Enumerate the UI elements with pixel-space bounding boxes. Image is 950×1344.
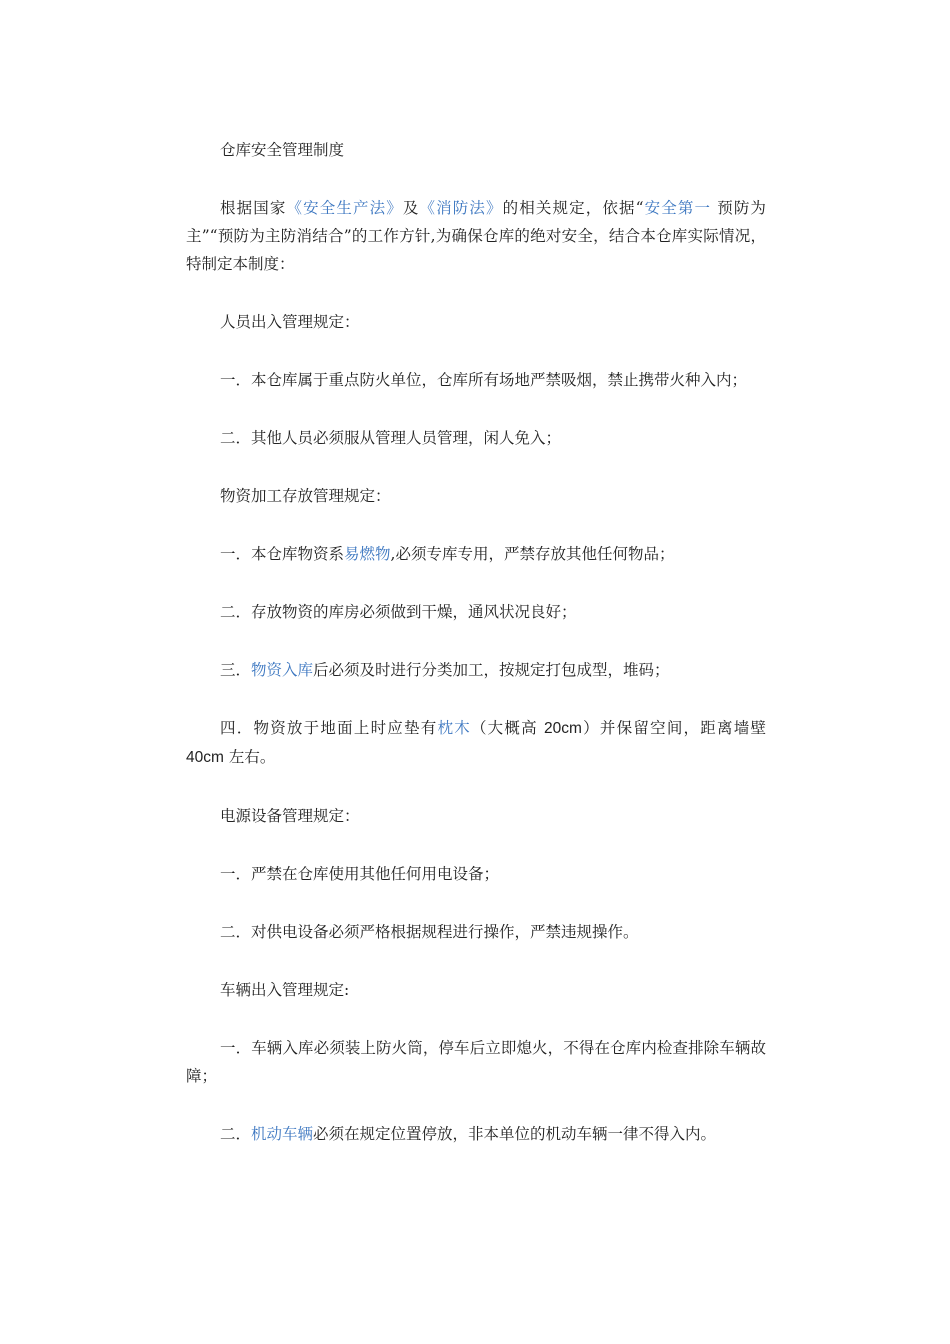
materials-item-1-text-2: ,必须专库专用，严禁存放其他任何物品；: [390, 545, 675, 563]
materials-item-4-text-3: ）并保留空间，距离墙壁: [581, 719, 766, 737]
materials-item-4-height: 20cm: [544, 720, 582, 737]
power-heading-text: 电源设备管理规定：: [220, 807, 360, 825]
document-body: [186, 136, 766, 1178]
link-motor-vehicle[interactable]: 机动车辆: [251, 1125, 314, 1143]
document-title: [186, 136, 766, 164]
power-item-1-text: 一．严禁在仓库使用其他任何用电设备；: [220, 865, 500, 883]
intro-text-4: 预防为主”“预防为主防消结合”的工作方针,为确保仓库的绝对安全，结合本仓库实际情况，特制定本制度：: [186, 199, 766, 273]
link-flammable[interactable]: 易燃物: [344, 545, 391, 563]
materials-item-3: [186, 656, 766, 684]
link-safety-first[interactable]: 安全第一: [643, 199, 712, 217]
vehicles-item-1-text: 一．车辆入库必须装上防火筒，停车后立即熄火，不得在仓库内检查排除车辆故障；: [186, 1039, 766, 1085]
intro-text-1: 根据国家: [220, 199, 287, 217]
intro-text-3: 的相关规定，依据“: [502, 199, 644, 217]
vehicles-item-2: [186, 1120, 766, 1148]
intro-text-2: 及: [402, 199, 420, 217]
materials-item-4-text-1: 四．物资放于地面上时应垫有: [220, 719, 438, 737]
document-title-text: 仓库安全管理制度: [220, 141, 345, 159]
materials-item-1: [186, 540, 766, 568]
link-fire-protection-law[interactable]: 《消防法》: [419, 199, 503, 217]
materials-item-4: [186, 714, 766, 772]
personnel-heading-text: 人员出入管理规定：: [220, 313, 360, 331]
vehicles-item-2-text-2: 必须在规定位置停放，非本单位的机动车辆一律不得入内。: [313, 1125, 717, 1143]
materials-item-4-distance: 40cm: [186, 749, 224, 766]
link-material-warehousing[interactable]: 物资入库: [251, 661, 314, 679]
intro-paragraph: [186, 194, 766, 278]
materials-item-4-text-4: 左右。: [223, 748, 276, 766]
power-item-2-text: 二．对供电设备必须严格根据规程进行操作，严禁违规操作。: [220, 923, 639, 941]
vehicles-item-1: [186, 1034, 766, 1090]
materials-heading-text: 物资加工存放管理规定：: [220, 487, 391, 505]
materials-item-1-text-1: 一．本仓库物资系: [220, 545, 345, 563]
personnel-item-2-text: 二．其他人员必须服从管理人员管理，闲人免入；: [220, 429, 562, 447]
personnel-item-2: [186, 424, 766, 452]
power-item-2: [186, 918, 766, 946]
materials-heading: [186, 482, 766, 510]
materials-item-4-text-2: （大概高: [470, 719, 545, 737]
link-sleeper[interactable]: 枕木: [437, 719, 471, 737]
personnel-heading: [186, 308, 766, 336]
personnel-item-1-text: 一．本仓库属于重点防火单位，仓库所有场地严禁吸烟，禁止携带火种入内；: [220, 371, 748, 389]
materials-item-3-text-2: 后必须及时进行分类加工，按规定打包成型，堆码；: [313, 661, 670, 679]
power-heading: [186, 802, 766, 830]
vehicles-item-2-text-1: 二．: [220, 1125, 252, 1143]
link-safety-production-law[interactable]: 《安全生产法》: [286, 199, 403, 217]
personnel-item-1: [186, 366, 766, 394]
vehicles-heading-text: 车辆出入管理规定:: [220, 981, 350, 999]
materials-item-2: [186, 598, 766, 626]
vehicles-heading: [186, 976, 766, 1004]
power-item-1: [186, 860, 766, 888]
materials-item-2-text: 二．存放物资的库房必须做到干燥，通风状况良好；: [220, 603, 577, 621]
materials-item-3-text-1: 三．: [220, 661, 252, 679]
